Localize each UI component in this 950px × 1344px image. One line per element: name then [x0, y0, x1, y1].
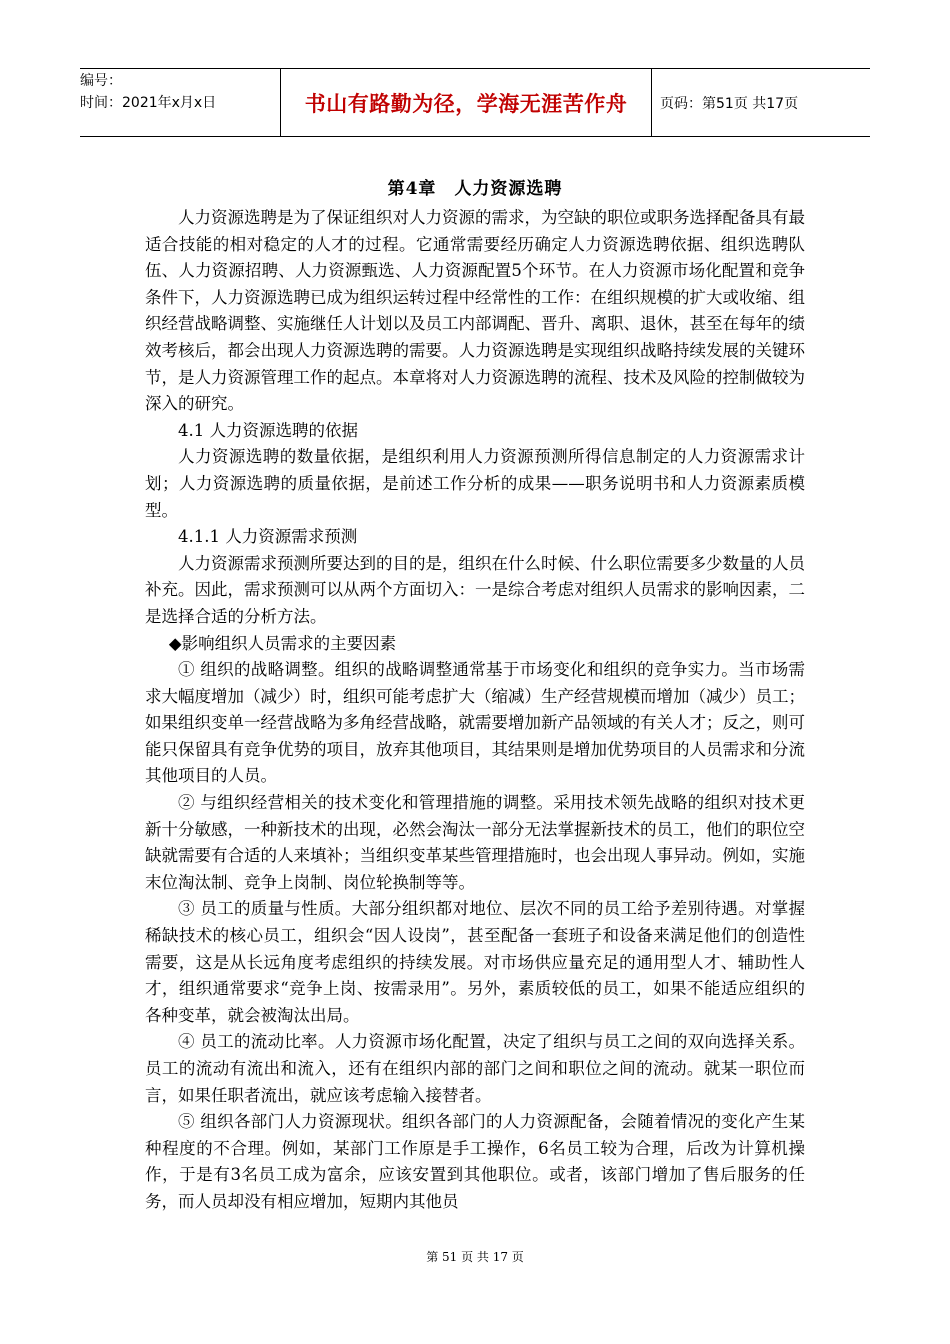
bullet-heading: ◆影响组织人员需求的主要因素: [168, 633, 397, 653]
chapter-title: 第4章 人力资源选聘: [387, 179, 563, 199]
page-header: [80, 68, 870, 137]
list-item: ③ 员工的质量与性质。大部分组织都对地位、层次不同的员工给予差别待遇。对掌握稀缺技术的核心员工，组织会“因人设岗”，甚至配备一套班子和设备来满足他们的创造性需要，这是从长远角度考虑组织的持续发展。对市场供应量充足的通用型人才、辅助性人才，组织通常要求“竞争上岗、按需录用”。另外，素质较低的员工，如果不能适应组织的各种变革，就会被淘汰出局。: [145, 899, 805, 1025]
date-line: 时间：2021年x月x日: [80, 95, 217, 111]
section-heading-4-1: 4.1 人力资源选聘的依据: [178, 420, 358, 440]
paragraph: 人力资源选聘的数量依据，是组织利用人力资源预测所得信息制定的人力资源需求计划；人力资源选聘的质量依据，是前述工作分析的成果——职务说明书和人力资源素质模型。: [145, 447, 805, 520]
header-page-cell: [652, 69, 870, 136]
header-motto-cell: [280, 69, 652, 136]
body-text: [145, 205, 805, 1216]
number-label: 编号：: [80, 73, 122, 89]
list-item: ④ 员工的流动比率。人力资源市场化配置，决定了组织与员工之间的双向选择关系。员工的流动有流出和流入，还有在组织内部的部门之间和职位之间的流动。就某一职位而言，如果任职者流出，就应该考虑输入接替者。: [145, 1032, 805, 1105]
paragraph: 人力资源需求预测所要达到的目的是，组织在什么时候、什么职位需要多少数量的人员补充。因此，需求预测可以从两个方面切入：一是综合考虑对组织人员需求的影响因素，二是选择合适的分析方法。: [145, 553, 805, 626]
page-info: 页码：第51页 共17页: [660, 95, 799, 112]
paragraph-intro: 人力资源选聘是为了保证组织对人力资源的需求，为空缺的职位或职务选择配备具有最适合技能的相对稳定的人才的过程。它通常需要经历确定人力资源选聘依据、组织选聘队伍、人力资源招聘、人力资源甄选、人力资源配置5个环节。在人力资源市场化配置和竞争条件下，人力资源选聘已成为组织运转过程中经常性的工作：在组织规模的扩大或收缩、组织经营战略调整、实施继任人计划以及员工内部调配、晋升、离职、退休，甚至在每年的绩效考核后，都会出现人力资源选聘的需要。人力资源选聘是实现组织战略持续发展的关键环节，是人力资源管理工作的起点。本章将对人力资源选聘的流程、技术及风险的控制做较为深入的研究。: [145, 208, 805, 414]
header-meta: [80, 69, 280, 136]
section-heading-4-1-1: 4.1.1 人力资源需求预测: [178, 527, 358, 547]
list-item: ⑤ 组织各部门人力资源现状。组织各部门的人力资源配备，会随着情况的变化产生某种程度的不合理。例如，某部门工作原是手工操作，6名员工较为合理，后改为计算机操作，于是有3名员工成为富余，应该安置到其他职位。或者，该部门增加了售后服务的任务，而人员却没有相应增加，短期内其他员: [145, 1112, 805, 1211]
motto-text: 书山有路勤为径，学海无涯苦作舟: [304, 91, 628, 116]
list-item: ② 与组织经营相关的技术变化和管理措施的调整。采用技术领先战略的组织对技术更新十分敏感，一种新技术的出现，必然会淘汰一部分无法掌握新技术的员工，他们的职位空缺就需要有合适的人来填补；当组织变革某些管理措施时，也会出现人事异动。例如，实施末位淘汰制、竞争上岗制、岗位轮换制等等。: [145, 793, 805, 892]
page-footer: 第 51 页 共 17 页: [426, 1250, 524, 1264]
list-item: ① 组织的战略调整。组织的战略调整通常基于市场变化和组织的竞争实力。当市场需求大幅度增加（减少）时，组织可能考虑扩大（缩减）生产经营规模而增加（减少）员工；如果组织变单一经营战略为多角经营战略，就需要增加新产品领域的有关人才；反之，则可能只保留具有竞争优势的项目，放弃其他项目，其结果则是增加优势项目的人员需求和分流其他项目的人员。: [145, 660, 805, 786]
